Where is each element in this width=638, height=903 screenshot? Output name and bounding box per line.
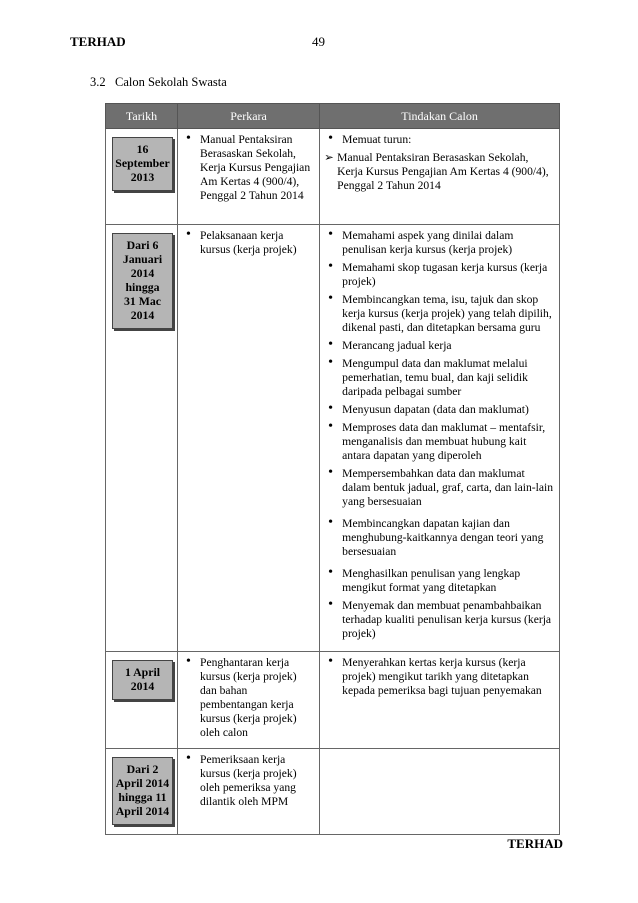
date-box: 16 September 2013: [112, 137, 173, 191]
tindakan-cell: [320, 129, 560, 225]
col-header-tindakan: Tindakan Calon: [320, 104, 560, 129]
date-cell: [106, 129, 178, 225]
perkara-cell: [178, 225, 320, 652]
col-header-tarikh: Tarikh: [106, 104, 178, 129]
list-item: • Memuat turun:: [324, 133, 555, 147]
header-classification: TERHAD: [70, 34, 126, 49]
table-row: [106, 129, 560, 225]
list-item: • Menyemak dan membuat penambahbaikan terhadap kualiti penulisan kerja kursus (kerja projek): [324, 599, 555, 641]
arrow-bullet-icon: ➢: [324, 151, 334, 164]
list-item: • Manual Pentaksiran Berasaskan Sekolah, Kerja Kursus Pengajian Am Kertas 4 (900/4), Penggal 2 Tahun 2014: [182, 133, 315, 203]
date-box: Dari 2 April 2014 hingga 11 April 2014: [112, 757, 173, 825]
list-item: • Memahami aspek yang dinilai dalam penulisan kerja kursus (kerja projek): [324, 229, 555, 257]
date-box: 1 April 2014: [112, 660, 173, 700]
tindakan-cell: [320, 749, 560, 835]
list-item: • Pemeriksaan kerja kursus (kerja projek) oleh pemeriksa yang dilantik oleh MPM: [182, 753, 315, 809]
schedule-table: [105, 103, 560, 835]
list-item: • Memproses data dan maklumat – mentafsir, menganalisis dan membuat hubung kait antara dapatan yang diperoleh: [324, 421, 555, 463]
list-item: • Menyerahkan kertas kerja kursus (kerja projek) mengikut tarikh yang ditetapkan kepada pemeriksa bagi tujuan penyemakan: [324, 656, 555, 698]
table-row: [106, 652, 560, 749]
section-title: 3.2 Calon Sekolah Swasta: [90, 75, 227, 89]
list-item: • Mengumpul data dan maklumat melalui pemerhatian, temu bual, dan kaji selidik daripada pelbagai sumber: [324, 357, 555, 399]
list-item: • Menyusun dapatan (data dan maklumat): [324, 403, 555, 417]
table-row: [106, 225, 560, 652]
perkara-cell: [178, 652, 320, 749]
date-cell: [106, 652, 178, 749]
tindakan-cell: [320, 225, 560, 652]
date-cell: [106, 749, 178, 835]
col-header-perkara: Perkara: [178, 104, 320, 129]
list-item: • Membincangkan tema, isu, tajuk dan skop kerja kursus (kerja projek) yang telah dipilih, dikenal pasti, dan ditetapkan bersama guru: [324, 293, 555, 335]
list-item: • Mempersembahkan data dan maklumat dalam bentuk jadual, graf, carta, dan lain-lain yang bersesuaian: [324, 467, 555, 509]
arrow-list-item: [324, 151, 555, 193]
date-box: Dari 6 Januari 2014 hingga 31 Mac 2014: [112, 233, 173, 329]
list-item: • Penghantaran kerja kursus (kerja projek) dan bahan pembentangan kerja kursus (kerja projek) oleh calon: [182, 656, 315, 740]
list-item: • Memahami skop tugasan kerja kursus (kerja projek): [324, 261, 555, 289]
list-item: • Menghasilkan penulisan yang lengkap mengikut format yang ditetapkan: [324, 567, 555, 595]
arrow-item-text: Manual Pentaksiran Berasaskan Sekolah, Kerja Kursus Pengajian Am Kertas 4 (900/4), Penggal 2 Tahun 2014: [337, 151, 549, 192]
table-row: [106, 749, 560, 835]
page-number: 49: [312, 34, 325, 49]
list-item: • Pelaksanaan kerja kursus (kerja projek): [182, 229, 315, 257]
date-cell: [106, 225, 178, 652]
perkara-cell: [178, 749, 320, 835]
perkara-cell: [178, 129, 320, 225]
tindakan-cell: [320, 652, 560, 749]
list-item: • Merancang jadual kerja: [324, 339, 555, 353]
list-item: • Membincangkan dapatan kajian dan menghubung-kaitkannya dengan teori yang bersesuaian: [324, 517, 555, 559]
table-header-row: [106, 104, 560, 129]
footer-classification: TERHAD: [507, 836, 563, 851]
